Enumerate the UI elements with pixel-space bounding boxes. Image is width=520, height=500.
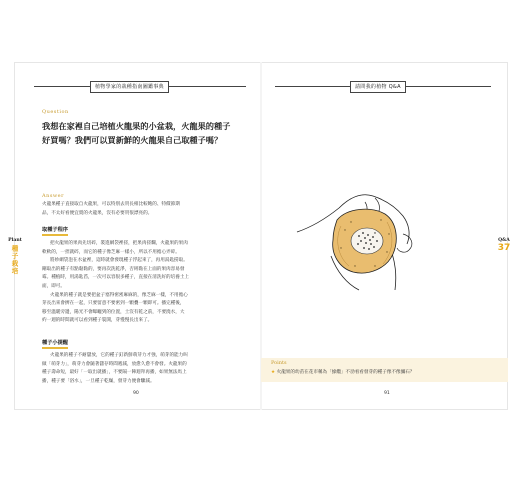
side-tab-number: 37: [497, 243, 511, 253]
question-label: Question: [42, 109, 69, 115]
body-line: 芽長出來會擠在一起，只要留意不要密到一顆疊一顆即可。播完種後，: [42, 301, 185, 307]
body-line: 軟軟的，一捏就碎，而它的種子像芝麻一樣小，所以不用擔心弄碎。: [42, 249, 180, 255]
left-side-tab: [8, 238, 22, 275]
body-line: 品，不太好看便宜賣的火龍果，沒有必要買很漂亮的。: [42, 210, 153, 216]
body-line: 霉。種植時，用湯匙舀，一次可以容很多種子，直接在清洗好的培養土上: [42, 275, 190, 281]
question-line: 我想在家裡自己培植火龍果的小盆栽，火龍果的種子: [42, 121, 231, 131]
points-body: 火龍果的幼苗在花市稱為「綠纜」不劢看看發芽的種子像不像彌石？: [276, 370, 415, 375]
body-line: 火龍果的種子不耐儲放，它的種子釘新鮮萌芽力才強，萌芽的能力叫: [50, 353, 188, 358]
points-box: [261, 358, 508, 382]
side-tab-chinese: 種子栽培: [10, 245, 19, 275]
body-line: 移至溫暖旁邊，陽光不會曝曬到的位置，土沒有乾之前，不要澆水，大: [42, 309, 185, 315]
right-side-tab: [497, 238, 511, 253]
body-line: 面，即可。: [42, 283, 65, 289]
left-page: [8, 62, 261, 410]
section1-body: [42, 240, 252, 326]
hand-holding-dragon-fruit-seeds-illustration: [295, 186, 415, 292]
body-line: 約一週的時間就可以看到種子裂開，芽慢慢長出來了。: [42, 318, 153, 324]
question-text: [42, 119, 257, 147]
answer-intro: [42, 201, 252, 218]
question-line: 好買嗎？我們可以買新鮮的火龍果自己取種子嗎？: [42, 135, 223, 145]
body-line: 把火龍果的果肉先切碎，裝進網袋裡搓，把果肉搓爛，火龍果的果肉: [50, 241, 188, 246]
right-running-header: 請問我的植物 Q&A: [350, 81, 406, 93]
section2-body: [42, 352, 252, 386]
body-line: 火龍果種子直接取自火龍果，可以特別去買長相比較飽的、特價節期: [42, 202, 180, 207]
body-line: 種子壽命短，最好「一取出就播」，不要隔一陣週拜再播，如果無法馬上: [42, 370, 187, 376]
body-line: 將紗網袋泡在水盆裡，這時就會發現種子浮起來了，再用湯匙撈取。: [50, 258, 188, 264]
side-tab-english: Q&A: [498, 238, 510, 243]
points-text: [271, 369, 414, 375]
section-title-seed-procedure: 取種子程序: [42, 226, 68, 236]
star-icon: ★: [271, 370, 276, 375]
answer-label: Answer: [42, 193, 65, 199]
right-page: [261, 62, 511, 410]
book-spread: [8, 62, 511, 410]
page-number-right: 91: [384, 391, 390, 396]
side-tab-english: Plant: [8, 238, 22, 243]
points-label: Points: [271, 360, 287, 366]
body-line: 做「萌芽力」，萌芽力會隨著儲存時間遞減，放愈久愈不會發。火龍果的: [42, 361, 187, 367]
page-number-left: 90: [133, 391, 139, 396]
body-line: 播，種子要「浴水」，一旦種子乾燥，發芽力便會驟減。: [42, 378, 155, 384]
section-title-seed-tips: 種子小提醒: [42, 339, 68, 349]
left-running-header: 植物學家的栽種指南圖鑑事典: [90, 81, 169, 93]
body-line: 剛取出的種子有點黏黏的，要再次洗乾淨，否則黏在上面的果肉容易發: [42, 266, 185, 272]
body-line: 火龍果的種子就是要把盆子塞得密密麻麻的，像芝麻一樣，不用擔心: [50, 292, 188, 298]
